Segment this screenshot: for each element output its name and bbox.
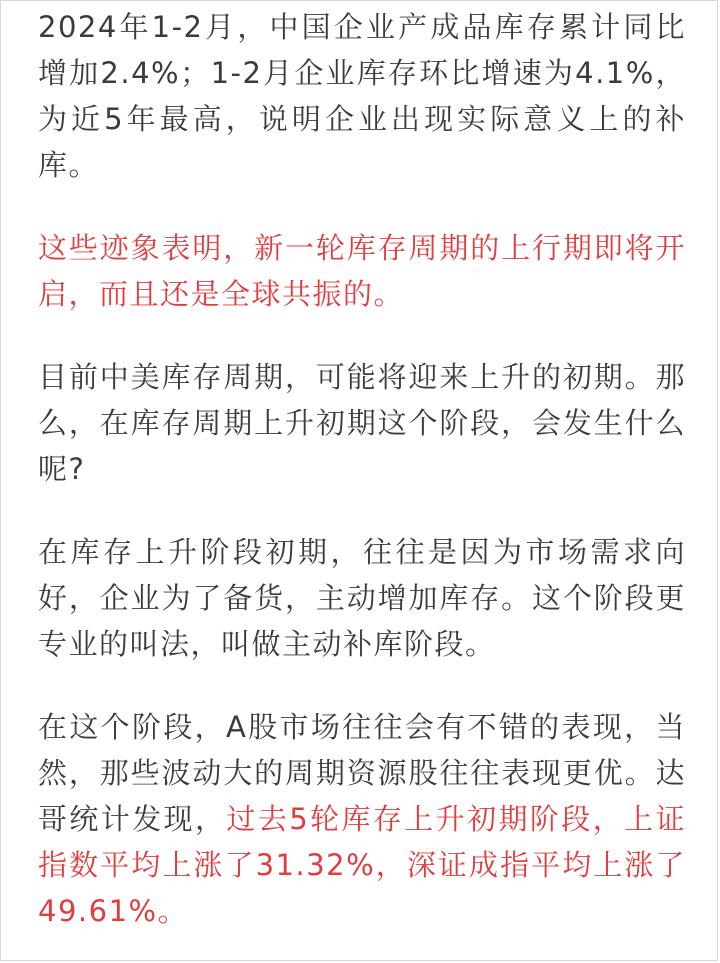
paragraph-active-restocking [38,529,686,667]
paragraph-inventory-stats [38,4,686,188]
article-body [38,4,686,934]
paragraph-market-performance [38,704,686,934]
highlighted-text: 过去5轮库存上升初期阶段，上证指数平均上涨了31.32%，深证成指平均上涨了49.61%。 [38,802,686,928]
highlighted-text: 这些迹象表明，新一轮库存周期的上行期即将开启，而且还是全球共振的。 [38,231,686,311]
paragraph-text: 在这个阶段，A股市场往往会有不错的表现，当然，那些波动大的周期资源股往往表现更优。达哥统计发现， [38,710,686,836]
paragraph-text: 目前中美库存周期，可能将迎来上升的初期。那么，在库存周期上升初期这个阶段，会发生什么呢? [38,360,686,486]
paragraph-question [38,354,686,492]
paragraph-cycle-upturn [38,225,686,317]
paragraph-text: 2024年1-2月，中国企业产成品库存累计同比增加2.4%；1-2月企业库存环比增速为4.1%，为近5年最高，说明企业出现实际意义上的补库。 [38,10,686,182]
paragraph-text: 在库存上升阶段初期，往往是因为市场需求向好，企业为了备货，主动增加库存。这个阶段更专业的叫法，叫做主动补库阶段。 [38,535,686,661]
